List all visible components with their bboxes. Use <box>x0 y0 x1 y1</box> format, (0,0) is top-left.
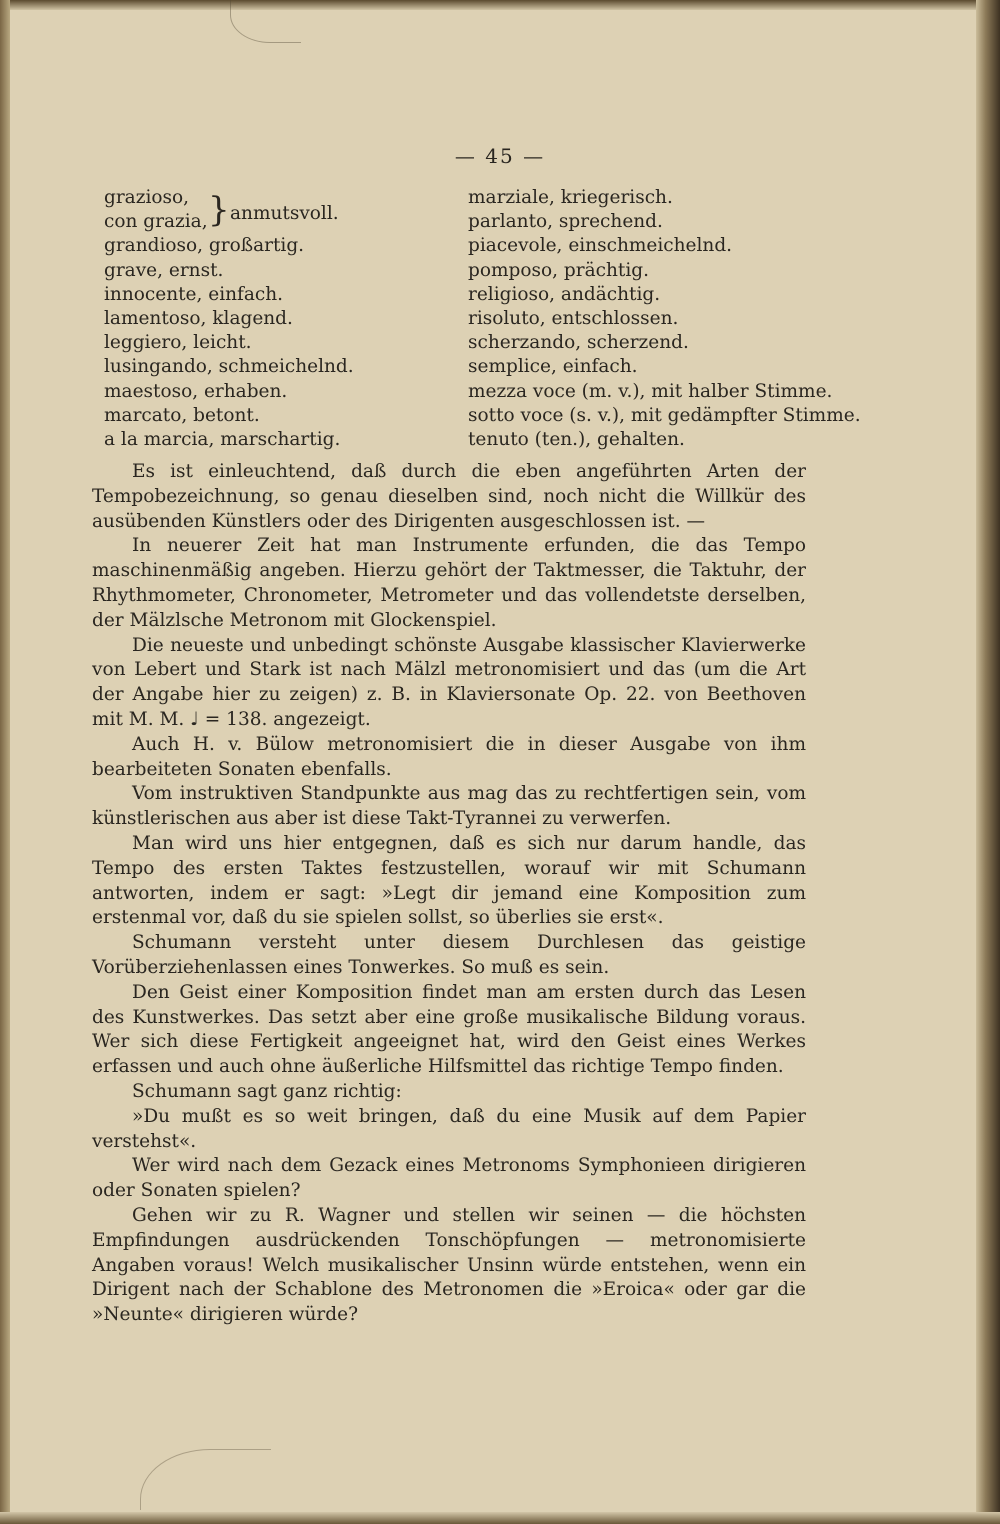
page-binding-edge <box>0 0 10 1524</box>
brace-translation: anmutsvoll. <box>230 203 339 224</box>
term-item: marziale, kriegerisch. <box>468 187 673 208</box>
paragraph: Es ist einleuchtend, daß durch die eben angeführten Arten der Tempobezeichnung, so genau dieselben sind, noch nicht die Willkür des ausübenden Künstlers oder des Dirigenten ausgeschlossen ist. — <box>92 461 806 532</box>
paragraph: Gehen wir zu R. Wagner und stellen wir seinen — die höchsten Empfindungen ausdrückenden Tonschöpfungen — metronomisierte Angaben voraus! Welch musikalischer Unsinn würde entstehen, wenn ein Dirigent nach der Schablone des Metronomen die »Eroica« oder gar die »Neunte« dirigieren würde? <box>92 1204 806 1326</box>
page-right-edge <box>976 0 1000 1524</box>
page-number: — 45 — <box>454 144 546 168</box>
page-top-edge <box>0 0 1000 10</box>
body-text <box>92 460 806 1328</box>
paper-fold-bottom <box>140 1449 271 1510</box>
term-item: parlanto, sprechend. <box>468 211 663 233</box>
term-item: sotto voce (s. v.), mit gedämpfter Stimme. <box>468 404 861 426</box>
term-item: a la marcia, marschartig. <box>104 429 341 451</box>
term-item: grazioso, <box>104 187 190 208</box>
brace-group <box>104 186 434 234</box>
paragraph: »Du mußt es so weit bringen, daß du eine Musik auf dem Papier verstehst«. <box>92 1105 806 1152</box>
term-item: mezza voce (m. v.), mit halber Stimme. <box>468 380 833 402</box>
term-item: lamentoso, klagend. <box>104 308 293 329</box>
term-item: con grazia, <box>104 211 208 233</box>
paragraph: Schumann sagt ganz richtig: <box>132 1080 402 1102</box>
term-item: pomposo, prächtig. <box>468 259 649 281</box>
term-item: grave, ernst. <box>104 259 224 281</box>
term-item: leggiero, leicht. <box>104 332 252 354</box>
term-item: maestoso, erhaben. <box>104 380 288 402</box>
paragraph: Schumann versteht unter diesem Durchlesen das geistige Vorüberziehenlassen eines Tonwerkes. So muß es sein. <box>92 932 806 978</box>
curly-brace: } <box>208 190 230 230</box>
paragraph: Vom instruktiven Standpunkte aus mag das zu rechtfertigen sein, vom künstlerischen aus aber ist diese Takt-Tyrannei zu verwerfen. <box>92 783 806 830</box>
term-item: semplice, einfach. <box>468 356 638 378</box>
term-item: scherzando, scherzend. <box>468 332 689 354</box>
term-item: piacevole, einschmeichelnd. <box>468 235 733 257</box>
paragraph: Wer wird nach dem Gezack eines Metronoms Symphonieen dirigieren oder Sonaten spielen? <box>92 1155 806 1202</box>
term-item: lusingando, schmeichelnd. <box>104 356 354 378</box>
paragraph: Auch H. v. Bülow metronomisiert die in dieser Ausgabe von ihm bearbeiteten Sonaten ebenfalls. <box>92 733 806 780</box>
term-item: religioso, andächtig. <box>468 283 661 305</box>
paper-fold-top <box>230 0 301 43</box>
paragraph: Die neueste und unbedingt schönste Ausgabe klassischer Klavierwerke von Lebert und Stark ist nach Mälzl metronomisiert und das (um die Art der Angabe hier zu zeigen) z. B. in Klaviersonate Op. 22. von Beethoven mit M. M. ♩ = 138. angezeigt. <box>92 634 806 730</box>
term-item: grandioso, großartig. <box>104 235 305 257</box>
term-item: risoluto, entschlossen. <box>468 308 679 330</box>
page-bottom-edge <box>0 1512 1000 1524</box>
term-list-right <box>468 186 861 452</box>
paragraph: Den Geist einer Komposition findet man am ersten durch das Lesen des Kunstwerkes. Das setzt aber eine große musikalische Bildung voraus. Wer sich diese Fertigkeit angeeignet hat, wird den Geist eines Werkes erfassen und auch ohne äußerliche Hilfsmittel das richtige Tempo finden. <box>92 981 806 1078</box>
paragraph: Man wird uns hier entgegnen, daß es sich nur darum handle, das Tempo des ersten Taktes festzustellen, worauf wir mit Schumann antworten, indem er sagt: »Legt dir jemand eine Komposition zum erstenmal vor, daß du sie spielen sollst, so überlies sie erst«. <box>92 832 806 929</box>
paragraph: In neuerer Zeit hat man Instrumente erfunden, die das Tempo maschinenmäßig angeben. Hierzu gehört der Taktmesser, die Taktuhr, der Rhythmometer, Chronometer, Metrometer und das vollendetste derselben, der Mälzlsche Metronom mit Glockenspiel. <box>92 535 806 631</box>
term-list-left <box>104 186 434 452</box>
term-item: marcato, betont. <box>104 404 260 426</box>
term-item: tenuto (ten.), gehalten. <box>468 429 685 451</box>
term-item: innocente, einfach. <box>104 283 284 305</box>
